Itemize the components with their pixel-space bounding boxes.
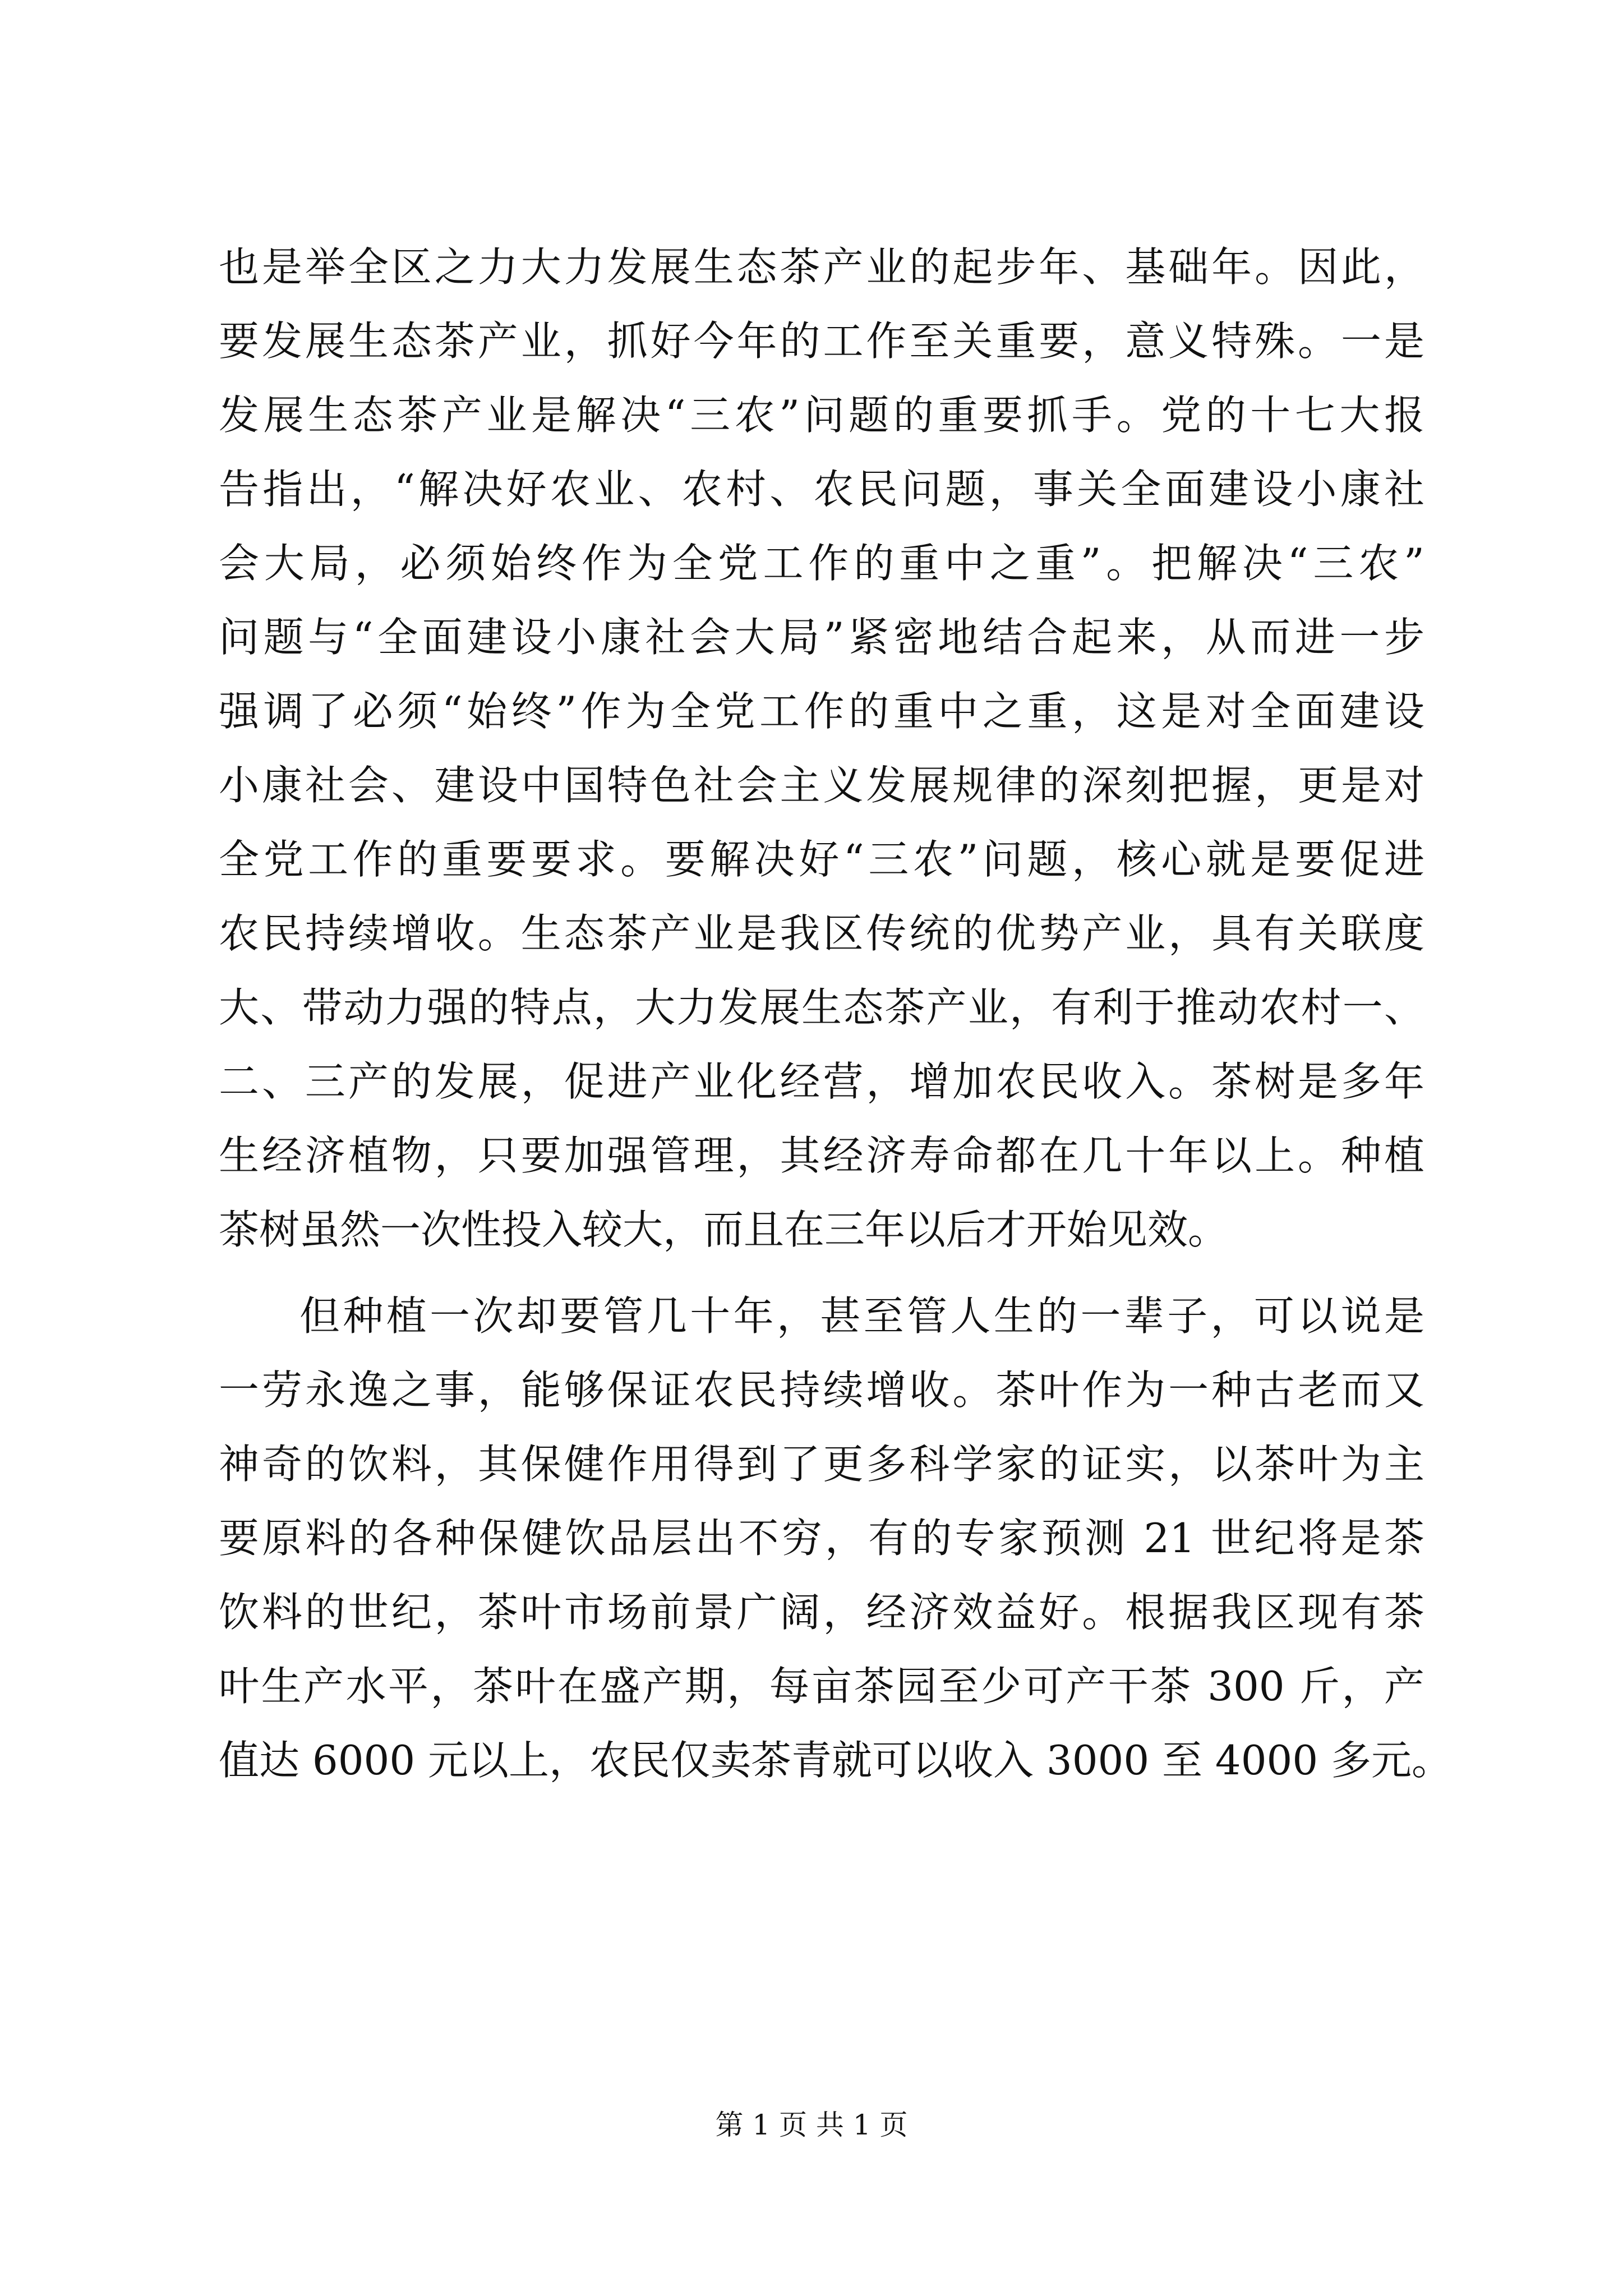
text-line: 要原料的各种保健饮品层出不穷，有的专家预测 21 世纪将是茶 — [219, 1515, 1424, 1562]
text-line: 强调了必须“始终”作为全党工作的重中之重，这是对全面建设 — [219, 688, 1424, 735]
text-line: 值达 6000 元以上，农民仅卖茶青就可以收入 3000 至 4000 多元。 — [219, 1737, 1453, 1784]
text-line: 要发展生态茶产业，抓好今年的工作至关重要，意义特殊。一是 — [219, 318, 1424, 365]
text-line: 茶树虽然一次性投入较大，而且在三年以后才开始见效。 — [219, 1206, 1229, 1253]
paragraph-2 — [219, 1279, 1453, 1797]
text-line: 会大局，必须始终作为全党工作的重中之重”。把解决“三农” — [219, 540, 1424, 587]
text-line: 饮料的世纪，茶叶市场前景广阔，经济效益好。根据我区现有茶 — [219, 1589, 1424, 1636]
text-line: 一劳永逸之事，能够保证农民持续增收。茶叶作为一种古老而又 — [219, 1366, 1424, 1414]
page-footer — [0, 2108, 1623, 2142]
paragraph-1 — [219, 230, 1424, 1267]
text-line: 大、带动力强的特点，大力发展生态茶产业，有利于推动农村一、 — [219, 984, 1424, 1031]
text-line: 小康社会、建设中国特色社会主义发展规律的深刻把握，更是对 — [219, 762, 1424, 809]
text-line: 全党工作的重要要求。要解决好“三农”问题，核心就是要促进 — [219, 836, 1424, 883]
text-line: 二、三产的发展，促进产业化经营，增加农民收入。茶树是多年 — [219, 1058, 1424, 1105]
text-line: 叶生产水平，茶叶在盛产期，每亩茶园至少可产干茶 300 斤，产 — [219, 1663, 1424, 1710]
text-line: 问题与“全面建设小康社会大局”紧密地结合起来，从而进一步 — [219, 614, 1424, 661]
text-line: 告指出，“解决好农业、农村、农民问题，事关全面建设小康社 — [219, 466, 1424, 513]
body-text — [219, 230, 1453, 1797]
page-number-label: 第 1 页 共 1 页 — [715, 2109, 908, 2141]
text-line: 神奇的饮料，其保健作用得到了更多科学家的证实，以茶叶为主 — [219, 1441, 1424, 1488]
text-line: 农民持续增收。生态茶产业是我区传统的优势产业，具有关联度 — [219, 910, 1424, 957]
text-line: 但种植一次却要管几十年，甚至管人生的一辈子，可以说是 — [299, 1292, 1424, 1340]
text-line: 发展生态茶产业是解决“三农”问题的重要抓手。党的十七大报 — [219, 392, 1424, 439]
text-line: 也是举全区之力大力发展生态茶产业的起步年、基础年。因此， — [219, 243, 1424, 291]
text-line: 生经济植物，只要加强管理，其经济寿命都在几十年以上。种植 — [219, 1132, 1424, 1179]
